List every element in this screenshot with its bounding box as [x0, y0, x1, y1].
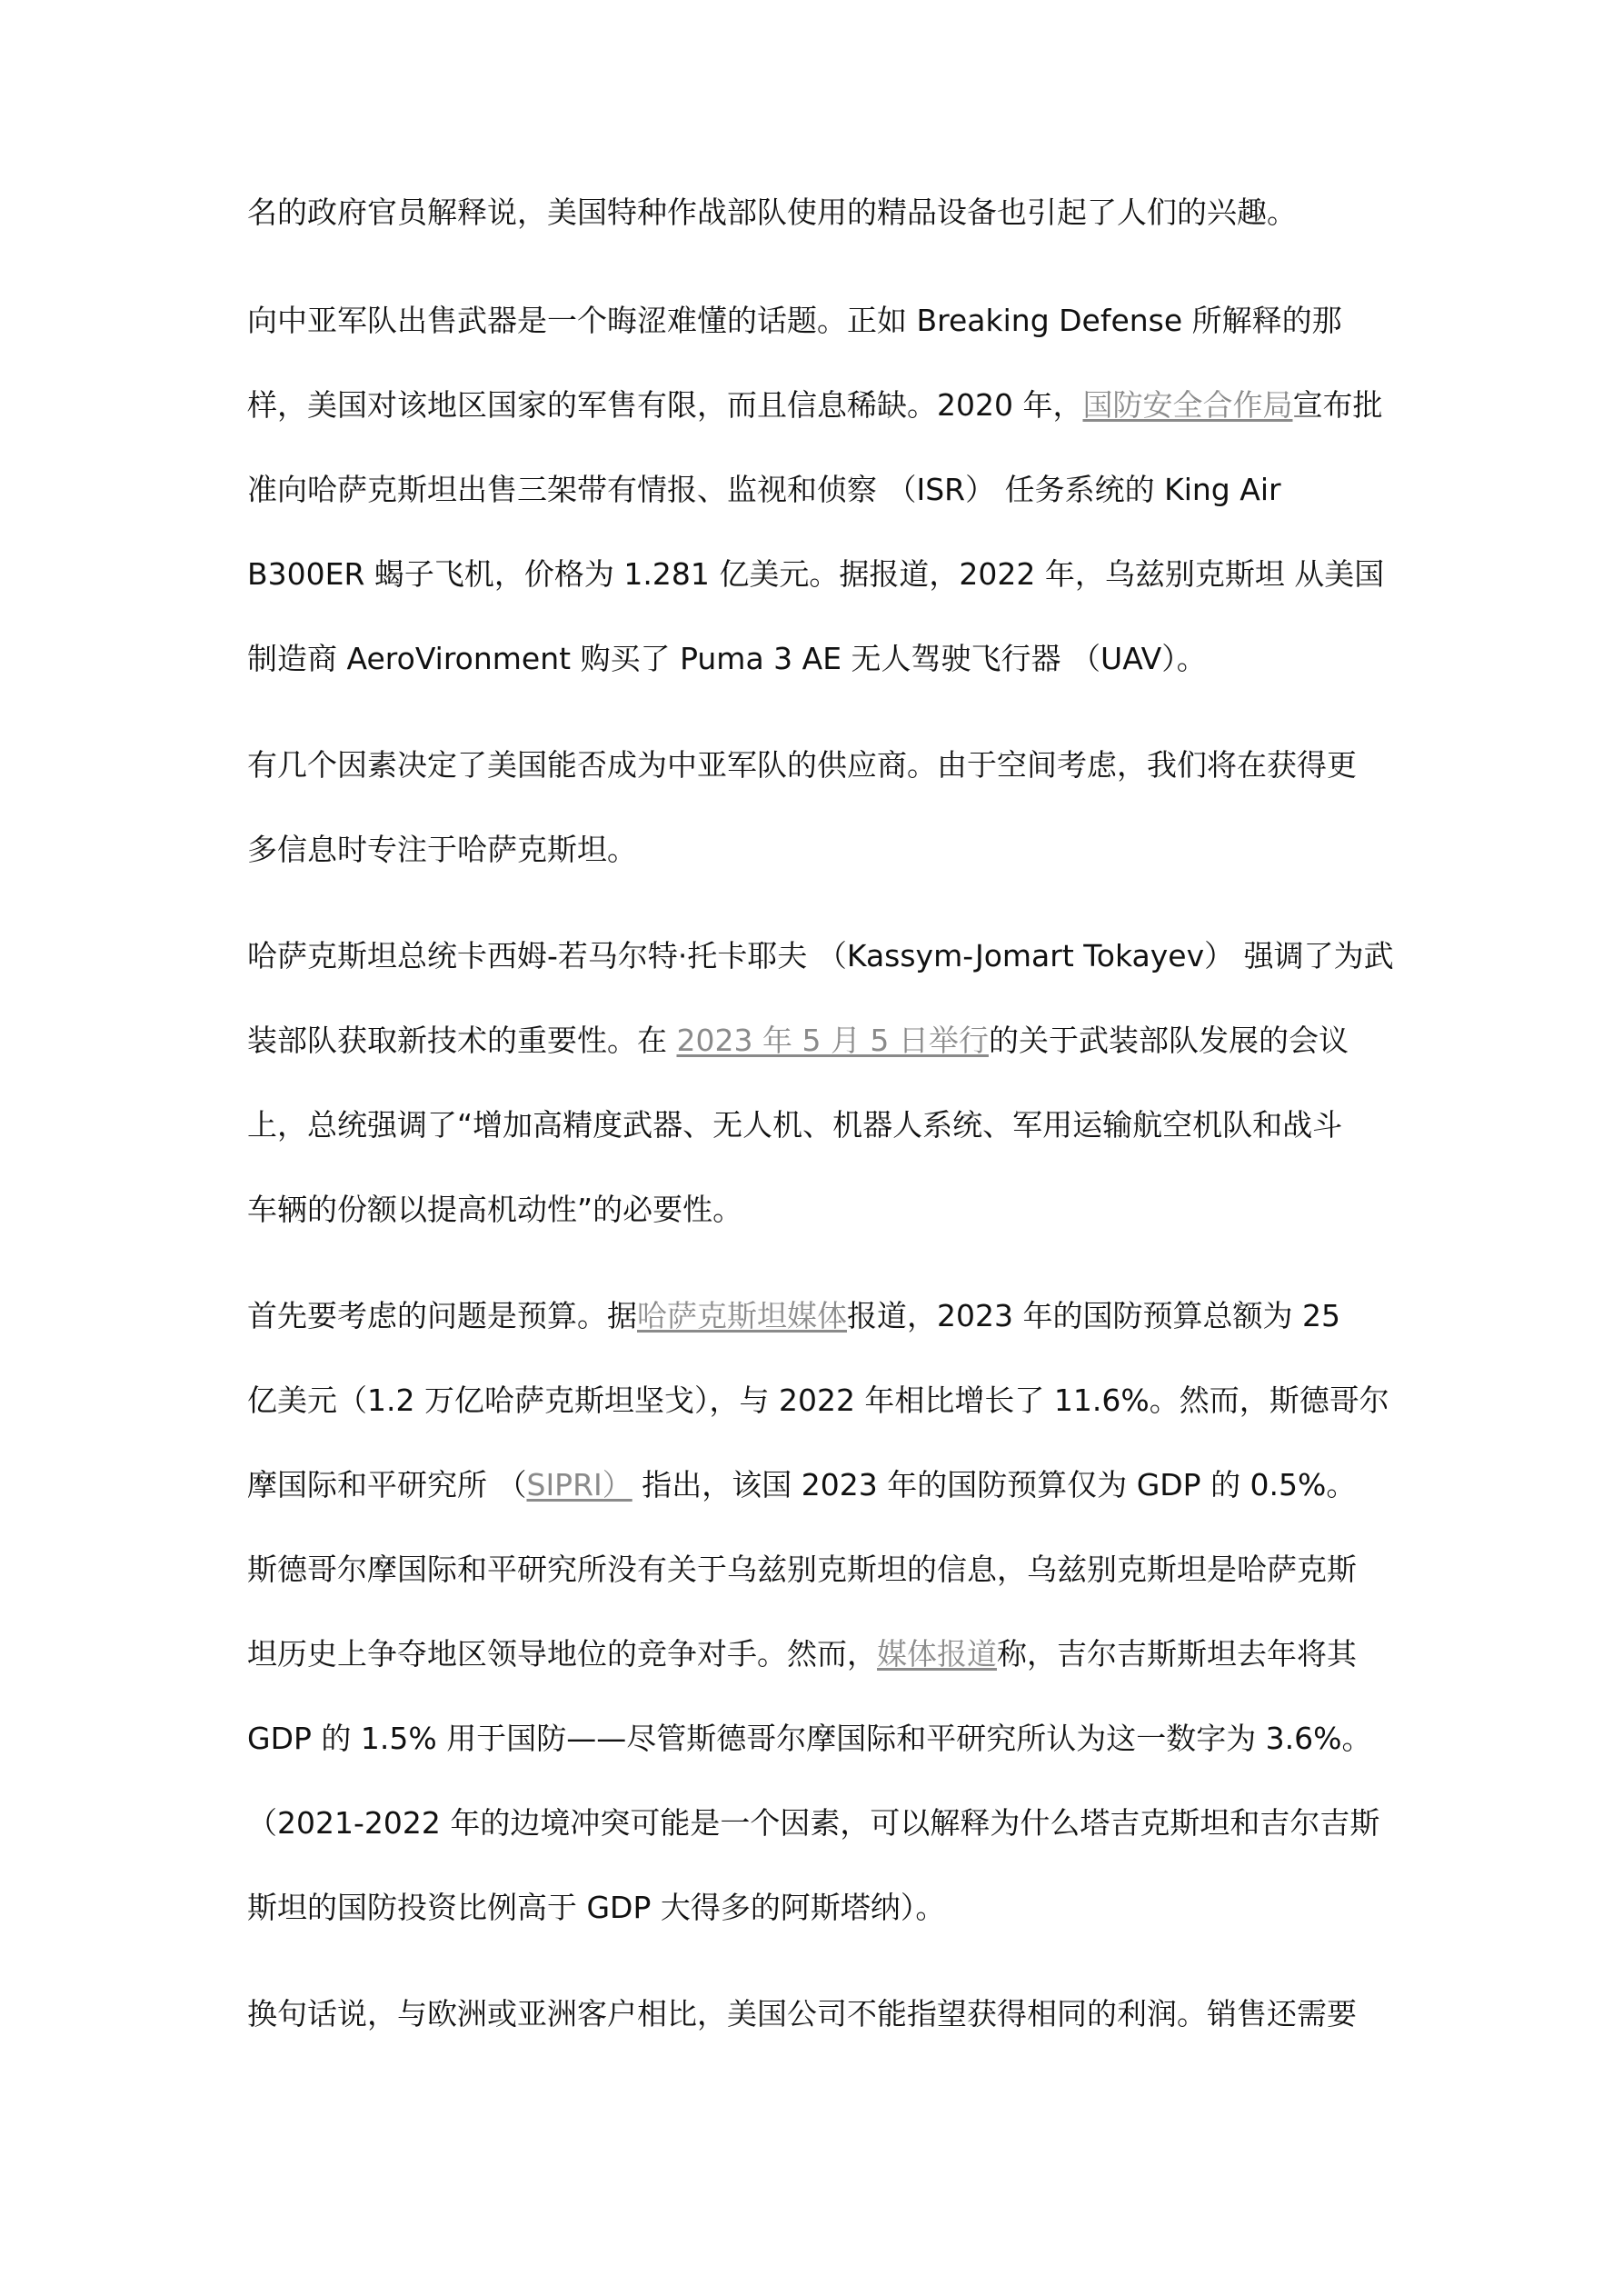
- text-line: [247, 1373, 1389, 1428]
- text-line: [247, 1712, 1372, 1766]
- text-run: 上，总统强调了“增加高精度武器、无人机、机器人系统、军用运输航空机队和战斗: [247, 1107, 1343, 1143]
- text-run: 制造商 AeroVironment 购买了 Puma 3 AE 无人驾驶飞行器 （UAV）。: [247, 641, 1207, 676]
- text-run: 称，吉尔吉斯斯坦去年将其: [997, 1636, 1357, 1672]
- text-run: 多信息时专注于哈萨克斯坦。: [247, 832, 637, 867]
- text-line: [247, 378, 1382, 433]
- text-line: [247, 738, 1357, 793]
- text-line: [247, 1289, 1340, 1343]
- inline-link[interactable]: 哈萨克斯坦媒体: [637, 1298, 847, 1333]
- text-run: 首先要考虑的问题是预算。据: [247, 1298, 637, 1333]
- text-run: 换句话说，与欧洲或亚洲客户相比，美国公司不能指望获得相同的利润。销售还需要: [247, 1996, 1357, 2031]
- text-line: [247, 1183, 742, 1237]
- inline-link[interactable]: SIPRI）: [526, 1467, 632, 1502]
- text-line: [247, 1542, 1357, 1597]
- text-line: [247, 1796, 1379, 1851]
- text-run: 宣布批: [1292, 387, 1383, 423]
- text-run: 斯德哥尔摩国际和平研究所没有关于乌兹别克斯坦的信息，乌兹别克斯坦是哈萨克斯: [247, 1552, 1357, 1587]
- text-run: 坦历史上争夺地区领导地位的竞争对手。然而，: [247, 1636, 877, 1672]
- text-line: [247, 1098, 1342, 1153]
- text-run: 报道，2023 年的国防预算总额为 25: [847, 1298, 1340, 1333]
- inline-link[interactable]: 2023 年 5 月 5 日举行: [676, 1023, 989, 1058]
- text-run: 摩国际和平研究所 （: [247, 1467, 527, 1502]
- text-run: （2021-2022 年的边境冲突可能是一个因素，可以解释为什么塔吉克斯坦和吉尔吉斯: [247, 1805, 1380, 1841]
- text-line: [247, 463, 1281, 517]
- text-run: 车辆的份额以提高机动性”的必要性。: [247, 1192, 743, 1227]
- inline-link[interactable]: 媒体报道: [877, 1636, 997, 1672]
- text-run: 样，美国对该地区国家的军售有限，而且信息稀缺。2020 年，: [247, 387, 1083, 423]
- text-run: GDP 的 1.5% 用于国防——尽管斯德哥尔摩国际和平研究所认为这一数字为 3.6%。: [247, 1721, 1372, 1756]
- text-line: [247, 632, 1207, 686]
- text-line: [247, 294, 1342, 348]
- text-line: [247, 547, 1384, 602]
- text-line: [247, 929, 1394, 983]
- text-run: 的关于武装部队发展的会议: [988, 1023, 1349, 1058]
- text-run: B300ER 蝎子飞机，价格为 1.281 亿美元。据报道，2022 年，乌兹别克斯坦 从美国: [247, 556, 1385, 592]
- text-run: 向中亚军队出售武器是一个晦涩难懂的话题。正如 Breaking Defense 所解释的那: [247, 303, 1342, 338]
- text-line: [247, 1013, 1349, 1068]
- text-line: [247, 185, 1297, 240]
- text-run: 名的政府官员解释说，美国特种作战部队使用的精品设备也引起了人们的兴趣。: [247, 195, 1297, 230]
- text-run: 斯坦的国防投资比例高于 GDP 大得多的阿斯塔纳）。: [247, 1890, 946, 1925]
- text-run: 哈萨克斯坦总统卡西姆-若马尔特·托卡耶夫 （Kassym-Jomart Tokayev） 强调了为武: [247, 938, 1394, 973]
- inline-link[interactable]: 国防安全合作局: [1082, 387, 1293, 423]
- text-run: 有几个因素决定了美国能否成为中亚军队的供应商。由于空间考虑，我们将在获得更: [247, 747, 1357, 783]
- text-line: [247, 1627, 1357, 1682]
- text-line: [247, 823, 637, 877]
- text-run: 装部队获取新技术的重要性。在: [247, 1023, 677, 1058]
- text-line: [247, 1458, 1356, 1512]
- text-run: 指出，该国 2023 年的国防预算仅为 GDP 的 0.5%。: [632, 1467, 1357, 1502]
- text-line: [247, 1987, 1357, 2041]
- text-run: 准向哈萨克斯坦出售三架带有情报、监视和侦察 （ISR） 任务系统的 King Air: [247, 472, 1281, 507]
- text-run: 亿美元（1.2 万亿哈萨克斯坦坚戈），与 2022 年相比增长了 11.6%。然而，斯德哥尔: [247, 1383, 1389, 1418]
- text-line: [247, 1881, 945, 1935]
